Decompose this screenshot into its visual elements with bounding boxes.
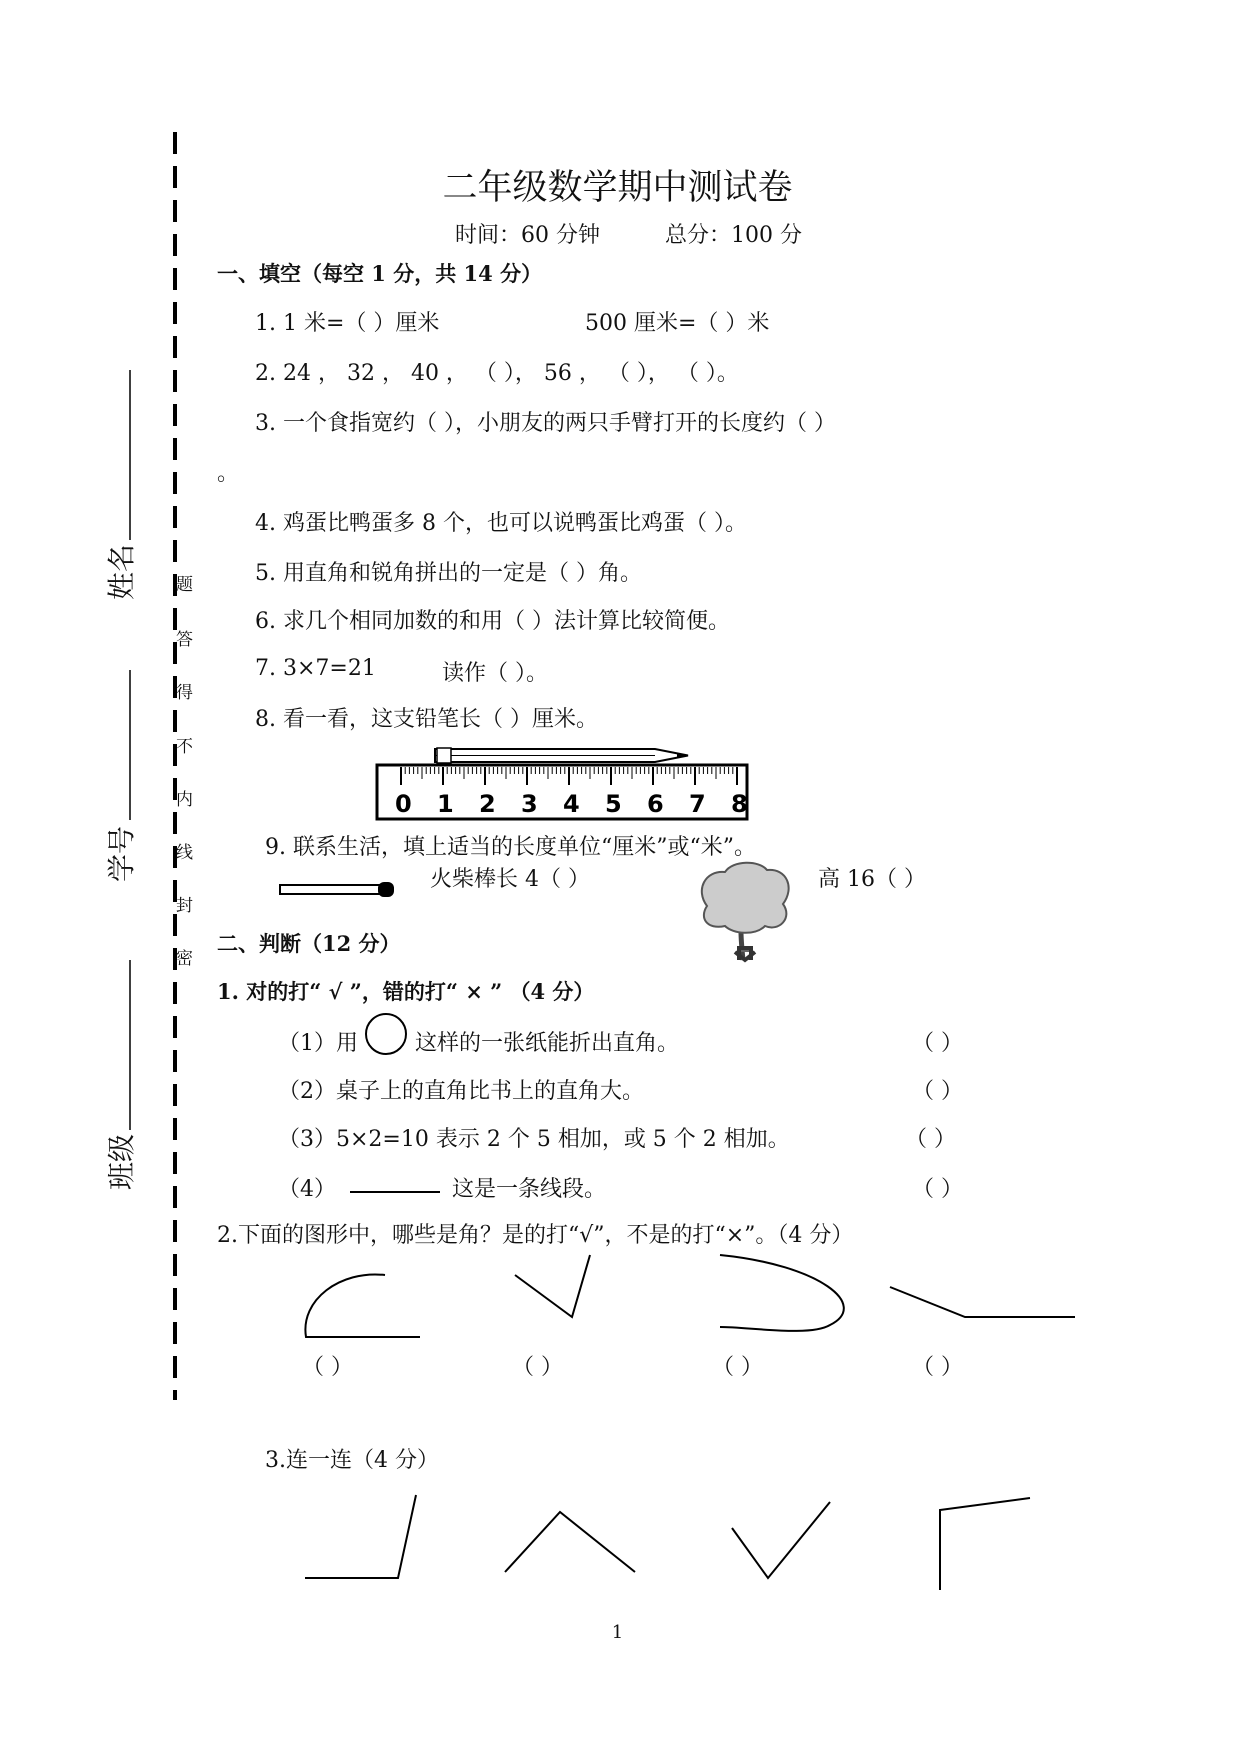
seal-char: 内 (176, 790, 193, 810)
question-5: 5. 用直角和锐角拼出的一定是（ ）角。 (255, 561, 642, 586)
matchstick-icon (278, 880, 403, 900)
exam-total: 总分：100 分 (665, 223, 802, 248)
judge-item-1-text: 这样的一张纸能折出直角。 (415, 1031, 680, 1056)
line-segment-figure (350, 1190, 440, 1194)
answer-paren[interactable]: （ ） (512, 1355, 563, 1380)
question-6: 6. 求几个相同加数的和用（ ）法计算比较简便。 (255, 609, 730, 634)
curve-figure (720, 1255, 844, 1331)
question-9b: 高 16（ ） (818, 867, 926, 892)
question-3-end: 。 (217, 461, 240, 486)
answer-paren[interactable]: （ ） (912, 1079, 963, 1104)
page-title: 二年级数学期中测试卷 (442, 168, 793, 208)
ruler-label: 8 (731, 790, 748, 818)
matching-figures (300, 1490, 1100, 1600)
ruler-label: 2 (479, 790, 496, 818)
question-7b: 读作（ ）。 (442, 661, 548, 686)
judge-item-3: （3）5×2=10 表示 2 个 5 相加，或 5 个 2 相加。 (278, 1127, 790, 1152)
question-1b: 500 厘米=（ ）米 (585, 311, 770, 336)
name-label: 姓名 (105, 543, 138, 600)
tree-icon (695, 860, 795, 970)
seal-char: 得 (176, 683, 193, 703)
ruler-label: 3 (521, 790, 538, 818)
seal-char: 答 (176, 630, 193, 650)
angle-figure (305, 1495, 416, 1578)
ruler-with-pencil (375, 735, 765, 835)
answer-paren[interactable]: （ ） (912, 1177, 963, 1202)
angle-figures (290, 1255, 1150, 1355)
curve-figure (305, 1274, 420, 1337)
ruler-label: 1 (437, 790, 454, 818)
ruler-label: 6 (647, 790, 664, 818)
seal-char: 封 (176, 896, 193, 916)
name-blank (128, 370, 132, 540)
judge-item-2: （2）桌子上的直角比书上的直角大。 (278, 1079, 644, 1104)
question-9a: 火柴棒长 4（ ） (430, 867, 590, 892)
angle-figure (505, 1512, 635, 1572)
student-id-blank (128, 670, 132, 820)
answer-paren[interactable]: （ ） (912, 1031, 963, 1056)
angle-question: 2.下面的图形中，哪些是角？是的打“√”，不是的打“×”。（4 分） (217, 1223, 854, 1248)
question-1a: 1. 1 米=（ ）厘米 (255, 311, 440, 336)
question-7a: 7. 3×7=21 (255, 656, 376, 681)
class-label: 班级 (105, 1133, 138, 1190)
matching-question: 3.连一连（4 分） (265, 1448, 439, 1473)
judge-item-4: （4） (278, 1177, 336, 1202)
seal-char: 线 (176, 843, 193, 863)
judge-item-1: （1）用 (278, 1031, 358, 1056)
pencil-icon (435, 748, 688, 763)
circle-paper-icon (364, 1012, 408, 1056)
question-8: 8. 看一看，这支铅笔长（ ）厘米。 (255, 707, 598, 732)
answer-paren[interactable]: （ ） (712, 1355, 763, 1380)
angle-figure (940, 1498, 1030, 1590)
angle-figure (515, 1255, 590, 1317)
judge-subtitle: 1. 对的打“ √ ”，错的打“ × ” （4 分） (217, 979, 595, 1004)
answer-paren[interactable]: （ ） (912, 1355, 963, 1380)
seal-char: 题 (176, 575, 193, 595)
page-number: 1 (611, 1622, 624, 1643)
ruler-label: 7 (689, 790, 706, 818)
section-heading: 一、填空（每空 1 分，共 14 分） (217, 261, 543, 286)
student-id-label: 学号 (105, 825, 138, 882)
ruler-label: 5 (605, 790, 622, 818)
angle-figure (732, 1502, 830, 1578)
answer-paren[interactable]: （ ） (302, 1355, 353, 1380)
question-3: 3. 一个食指宽约（ ），小朋友的两只手臂打开的长度约（ ） (255, 411, 836, 436)
seal-char: 密 (176, 949, 193, 969)
exam-time: 时间：60 分钟 (455, 223, 600, 248)
seal-char: 不 (176, 737, 193, 757)
ruler-label: 4 (563, 790, 580, 818)
angle-figure (890, 1287, 1075, 1317)
question-2: 2. 24 ， 32 ， 40 ， （ ）， 56 ， （ ）， （ ）。 (255, 361, 739, 386)
judge-item-4-text: 这是一条线段。 (452, 1177, 607, 1202)
question-4: 4. 鸡蛋比鸭蛋多 8 个，也可以说鸭蛋比鸡蛋（ ）。 (255, 511, 747, 536)
section-heading: 二、判断（12 分） (217, 931, 401, 956)
class-blank (128, 960, 132, 1130)
question-9: 9. 联系生活，填上适当的长度单位“厘米”或“米”。 (265, 835, 756, 860)
ruler-label: 0 (395, 790, 412, 818)
answer-paren[interactable]: （ ） (905, 1127, 956, 1152)
